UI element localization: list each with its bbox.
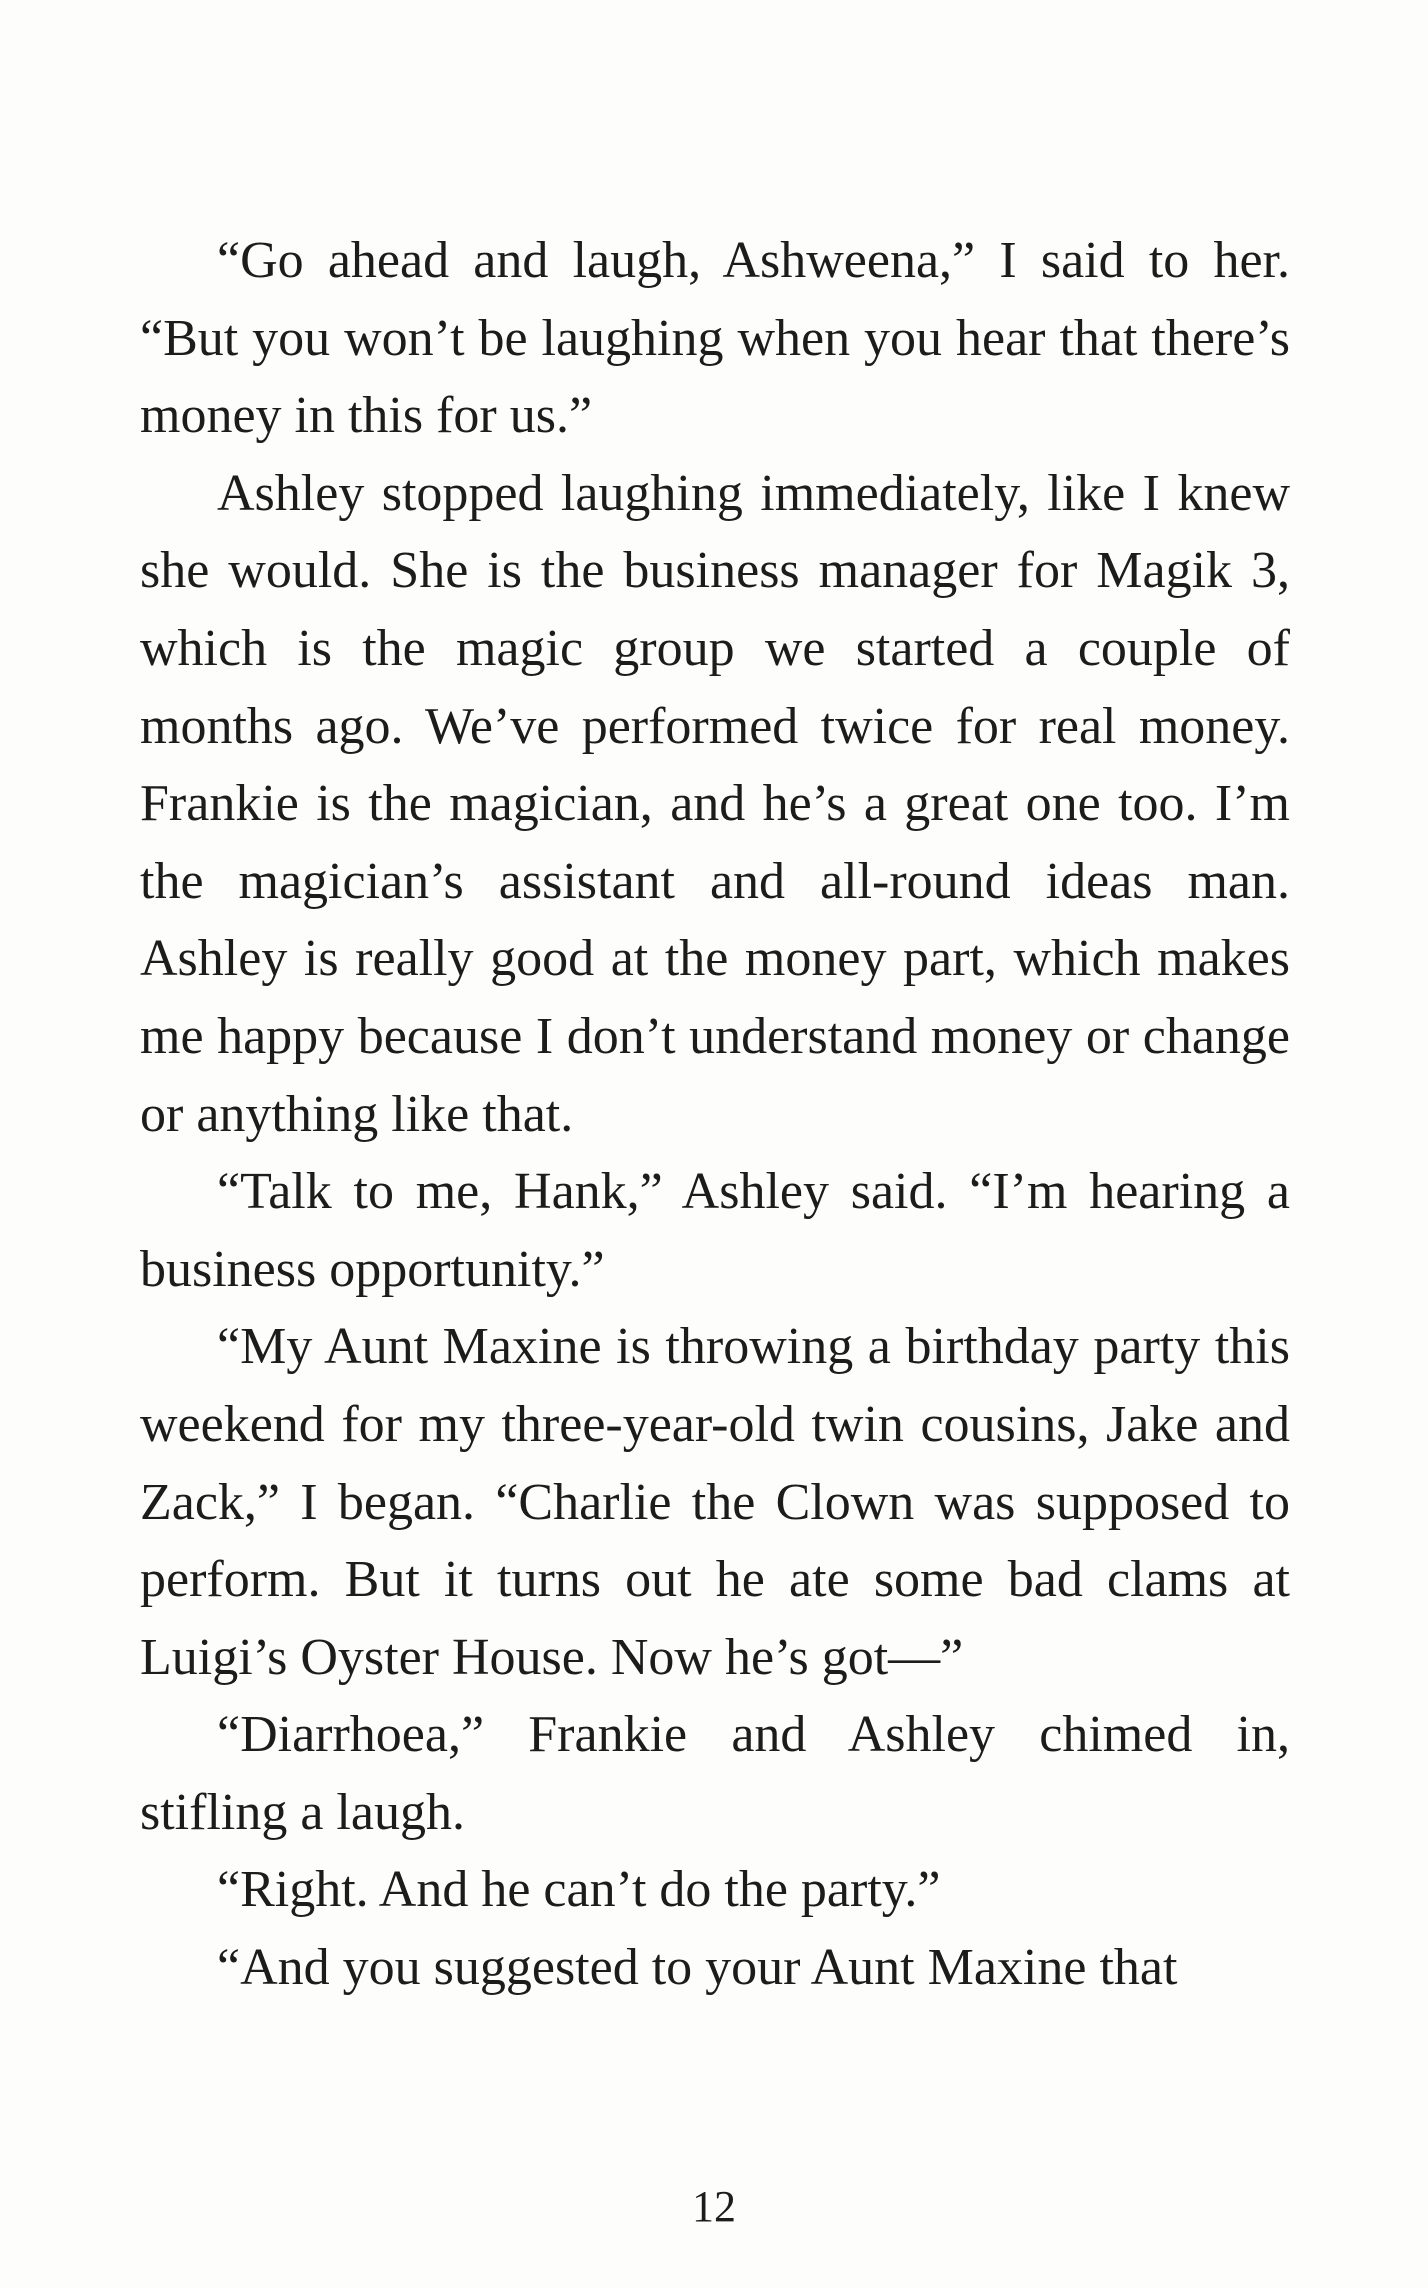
paragraph: “And you suggested to your Aunt Maxine that: [217, 1939, 1178, 1997]
body-text: [140, 222, 1290, 2007]
paragraph: “My Aunt Maxine is throwing a birthday party this weekend for my three-year-old twin cousins, Jake and Zack,” I began. “Charlie the Clown was supposed to perform. But it turns out he ate some bad clams at Luigi’s Oyster House. Now he’s got—”: [140, 1318, 1290, 1686]
paragraph: “Go ahead and laugh, Ashweena,” I said to her. “But you won’t be laughing when you hear that there’s money in this for us.”: [140, 232, 1290, 445]
page-number: 12: [692, 2182, 736, 2231]
paragraph: Ashley stopped laughing immediately, like I knew she would. She is the business manager for Magik 3, which is the magic group we started a couple of months ago. We’ve performed twice for real money. Frankie is the magician, and he’s a great one too. I’m the magician’s assistant and all-round ideas man. Ashley is really good at the money part, which makes me happy because I don’t understand money or change or anything like that.: [140, 464, 1290, 1143]
paragraph: “Diarrhoea,” Frankie and Ashley chimed in, stifling a laugh.: [140, 1706, 1290, 1841]
paragraph: “Talk to me, Hank,” Ashley said. “I’m hearing a business opportunity.”: [140, 1163, 1290, 1298]
paragraph: “Right. And he can’t do the party.”: [217, 1861, 941, 1919]
